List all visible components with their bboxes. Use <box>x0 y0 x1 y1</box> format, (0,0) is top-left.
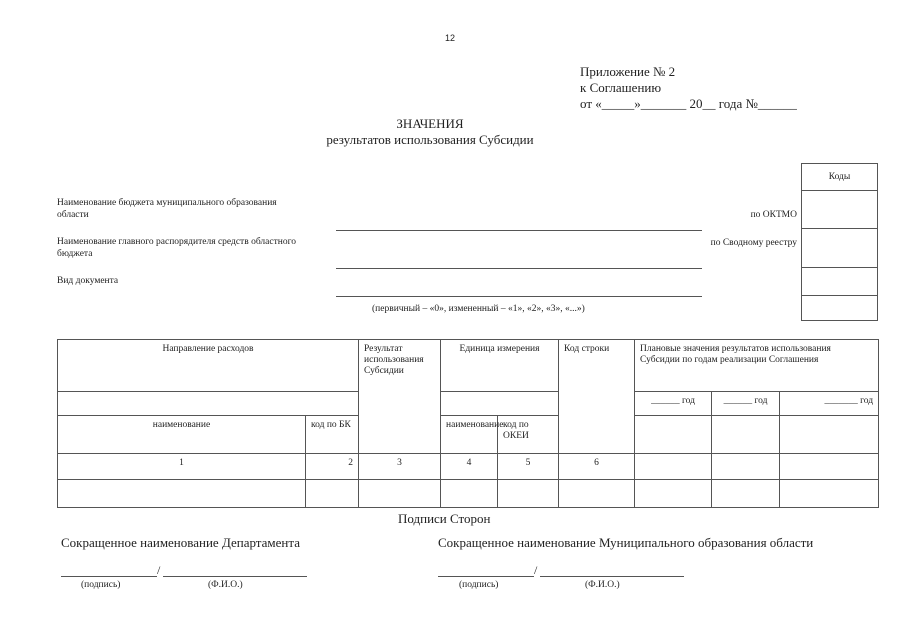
left-fio-line <box>163 576 307 577</box>
registry-code-cell <box>802 229 877 268</box>
doctype-field-line <box>336 296 702 297</box>
header-unit: Единица измерения <box>441 340 559 392</box>
col-number-3: 3 <box>359 454 441 480</box>
col-number-6: 6 <box>559 454 635 480</box>
results-table <box>57 339 879 508</box>
direction-spacer <box>58 392 359 416</box>
year-1: ______ год <box>635 392 712 416</box>
document-title <box>0 116 905 148</box>
year-3: _______ год <box>780 392 879 416</box>
left-slash: / <box>157 563 161 577</box>
header-direction: Направление расходов <box>58 340 359 392</box>
table-row-cell <box>58 480 306 508</box>
oktmo-label: по ОКТМО <box>750 210 797 220</box>
table-row-cell <box>441 480 498 508</box>
col-number-7 <box>635 454 712 480</box>
doctype-code-cell-2 <box>802 296 877 320</box>
col-number-8 <box>712 454 780 480</box>
header-unit-name: наименование <box>441 416 498 454</box>
registry-label: по Сводному реестру <box>710 238 797 248</box>
col-number-4: 4 <box>441 454 498 480</box>
table-row-cell <box>635 480 712 508</box>
doctype-code-cell-1 <box>802 268 877 296</box>
appendix-line-2: к Соглашению <box>580 80 662 95</box>
codes-box <box>801 163 878 321</box>
col-number-2: 2 <box>306 454 359 480</box>
header-name: наименование <box>58 416 306 454</box>
header-okei-code: код по ОКЕИ <box>498 416 559 454</box>
year-2-value-cell <box>712 416 780 454</box>
manager-field-line <box>336 268 702 269</box>
table-row-cell <box>559 480 635 508</box>
codes-header: Коды <box>802 164 877 191</box>
right-slash: / <box>534 563 538 577</box>
appendix-line-3: от «_____»_______ 20__ года №______ <box>580 96 797 111</box>
table-row-cell <box>498 480 559 508</box>
signatures-title: Подписи Сторон <box>398 511 491 526</box>
header-line-code: Код строки <box>559 340 635 454</box>
page-number: 12 <box>445 33 456 43</box>
right-signature-line <box>438 576 534 577</box>
budget-label: Наименование бюджета муниципального образования области <box>57 198 277 220</box>
doctype-label: Вид документа <box>57 276 119 286</box>
year-1-value-cell <box>635 416 712 454</box>
left-party-name: Сокращенное наименование Департамента <box>61 535 300 550</box>
appendix-line-1: Приложение № 2 <box>580 64 676 79</box>
budget-field-line <box>336 230 702 231</box>
right-signature-caption: (подпись) <box>459 580 499 590</box>
table-row-cell <box>359 480 441 508</box>
right-fio-line <box>540 576 684 577</box>
table-row-cell <box>306 480 359 508</box>
left-fio-caption: (Ф.И.О.) <box>208 580 243 590</box>
title-line-2: результатов использования Субсидии <box>326 132 534 147</box>
title-line-1: ЗНАЧЕНИЯ <box>396 116 464 131</box>
table-row-cell <box>780 480 879 508</box>
year-3-value-cell <box>780 416 879 454</box>
appendix-block <box>580 64 797 112</box>
right-party-name: Сокращенное наименование Муниципального образования области <box>438 535 814 550</box>
right-fio-caption: (Ф.И.О.) <box>585 580 620 590</box>
col-number-1: 1 <box>58 454 306 480</box>
col-number-5: 5 <box>498 454 559 480</box>
left-signature-line <box>61 576 157 577</box>
col-number-9 <box>780 454 879 480</box>
header-planned: Плановые значения результатов использования Субсидии по годам реализации Соглашения <box>635 340 879 392</box>
header-result: Результат использования Субсидии <box>359 340 441 454</box>
table-row-cell <box>712 480 780 508</box>
oktmo-code-cell <box>802 191 877 229</box>
left-signature-caption: (подпись) <box>81 580 121 590</box>
header-bk-code: код по БК <box>306 416 359 454</box>
manager-label: Наименование главного распорядителя средств областного бюджета <box>57 237 296 259</box>
doctype-hint: (первичный – «0», измененный – «1», «2», «3», «...») <box>372 304 585 314</box>
unit-spacer <box>441 392 559 416</box>
year-2: ______ год <box>712 392 780 416</box>
